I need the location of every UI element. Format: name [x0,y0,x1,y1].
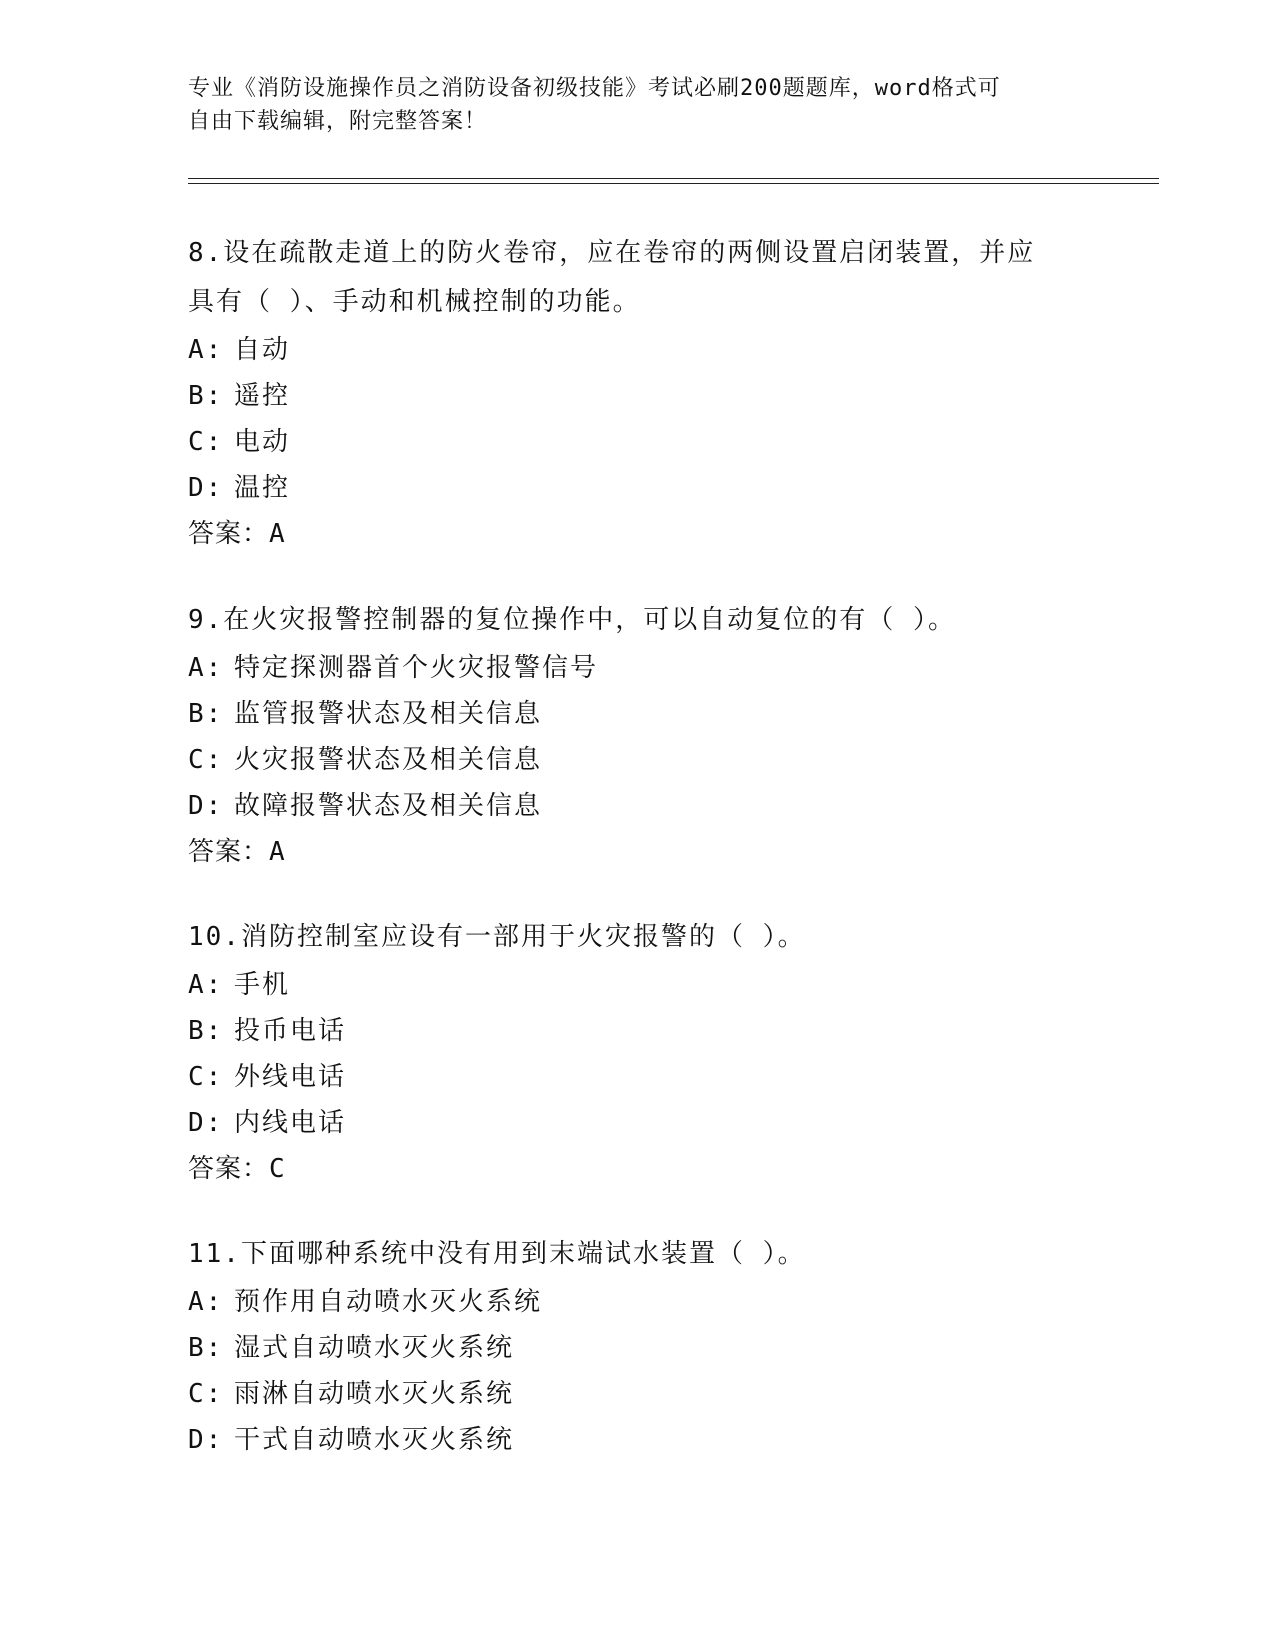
option-text: 预作用自动喷水灭火系统 [234,1287,543,1317]
option-letter: A: [188,970,224,1000]
option-letter: D: [188,473,224,503]
answer-label: 答案： [188,837,270,867]
option-d [188,783,1088,829]
option-letter: C: [188,1379,224,1409]
answer-value: C [269,1154,286,1184]
option-d [188,1100,1088,1146]
answer-label: 答案： [188,1154,270,1184]
option-letter: B: [188,1016,224,1046]
option-text: 遥控 [234,381,291,411]
option-d [188,465,1088,511]
header-line-1: 专业《消防设施操作员之消防设备初级技能》考试必刷200题题库，word格式可 [188,76,1001,101]
option-letter: D: [188,1108,224,1138]
option-text: 电动 [234,427,291,457]
question-text: 9.在火灾报警控制器的复位操作中，可以自动复位的有（ ）。 [188,605,956,635]
question-8 [188,229,1088,557]
question-text: 11.下面哪种系统中没有用到末端试水装置（ ）。 [188,1239,806,1269]
option-a [188,962,1088,1008]
option-c [188,1371,1088,1417]
header-divider-bottom [188,183,1159,184]
question-text-continued: 具有（ ）、手动和机械控制的功能。 [188,287,641,317]
answer-label: 答案： [188,519,270,549]
option-b [188,1008,1088,1054]
option-letter: A: [188,1287,224,1317]
option-letter: B: [188,1333,224,1363]
option-text: 雨淋自动喷水灭火系统 [234,1379,515,1409]
option-text: 湿式自动喷水灭火系统 [234,1333,515,1363]
option-letter: D: [188,1425,224,1455]
header-line-2: 自由下载编辑，附完整答案！ [188,109,488,134]
answer-line [188,829,1088,875]
option-c [188,1054,1088,1100]
document-header [188,72,1088,138]
header-divider-top [188,178,1159,179]
option-text: 温控 [234,473,291,503]
option-letter: B: [188,381,224,411]
answer-line [188,1146,1088,1192]
question-10 [188,913,1088,1192]
question-text: 10.消防控制室应设有一部用于火灾报警的（ ）。 [188,922,806,952]
option-text: 火灾报警状态及相关信息 [234,745,543,775]
question-11 [188,1230,1088,1463]
answer-value: A [269,837,286,867]
option-letter: C: [188,427,224,457]
option-text: 外线电话 [234,1062,347,1092]
option-text: 投币电话 [234,1016,347,1046]
option-text: 特定探测器首个火灾报警信号 [234,653,599,683]
answer-value: A [269,519,286,549]
option-letter: B: [188,699,224,729]
option-text: 干式自动喷水灭火系统 [234,1425,515,1455]
option-text: 内线电话 [234,1108,347,1138]
option-c [188,737,1088,783]
question-9 [188,596,1088,875]
option-b [188,1325,1088,1371]
option-d [188,1417,1088,1463]
option-b [188,691,1088,737]
option-letter: C: [188,1062,224,1092]
option-letter: A: [188,335,224,365]
option-c [188,419,1088,465]
answer-line [188,511,1088,557]
option-text: 监管报警状态及相关信息 [234,699,543,729]
option-a [188,1279,1088,1325]
option-letter: D: [188,791,224,821]
option-b [188,373,1088,419]
option-a [188,645,1088,691]
option-letter: A: [188,653,224,683]
option-text: 手机 [234,970,291,1000]
option-letter: C: [188,745,224,775]
option-a [188,327,1088,373]
option-text: 自动 [234,335,291,365]
question-text: 8.设在疏散走道上的防火卷帘，应在卷帘的两侧设置启闭装置，并应 [188,238,1036,268]
option-text: 故障报警状态及相关信息 [234,791,543,821]
